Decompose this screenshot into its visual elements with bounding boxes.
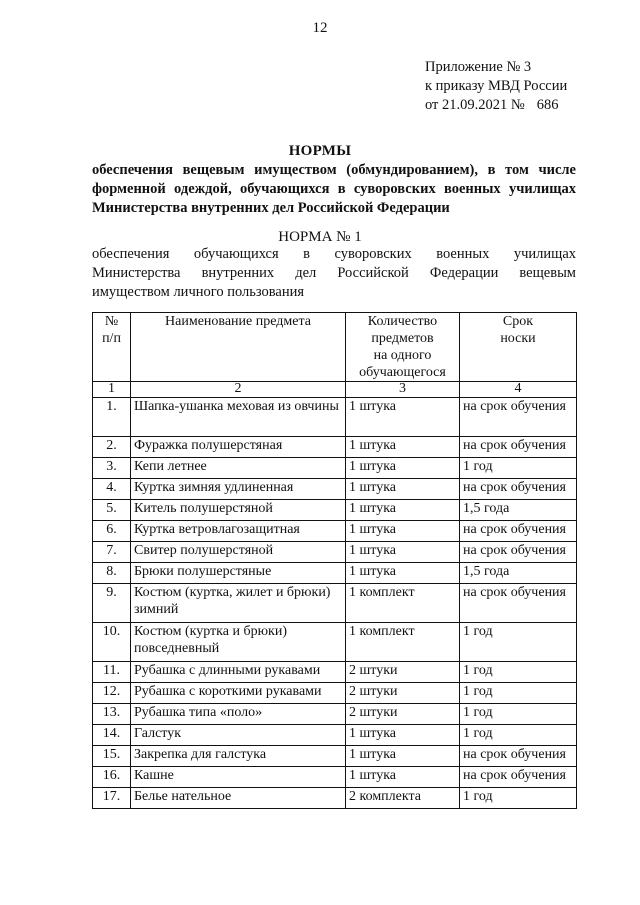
item-term: на срок обучения (460, 542, 577, 563)
table-row (93, 542, 577, 563)
item-term: на срок обучения (460, 479, 577, 500)
item-term: на срок обучения (460, 521, 577, 542)
table-body (93, 398, 577, 809)
row-number: 3. (93, 458, 131, 479)
document-subtitle (92, 161, 576, 218)
item-name: Рубашка типа «поло» (131, 704, 346, 725)
table-row (93, 788, 577, 809)
column-index: 2 (131, 382, 346, 398)
item-quantity: 1 штука (346, 479, 460, 500)
item-quantity: 1 штука (346, 458, 460, 479)
item-term: 1,5 года (460, 500, 577, 521)
item-name: Свитер полушерстяной (131, 542, 346, 563)
item-name: Галстук (131, 725, 346, 746)
subtitle-line: форменной одеждой, обучающихся в суворовских военных училищах (92, 181, 576, 197)
item-quantity: 2 штуки (346, 683, 460, 704)
description-line: Министерства внутренних дел Российской Федерации вещевым (92, 265, 576, 281)
appendix-line-2: к приказу МВД России (425, 78, 568, 94)
row-number: 14. (93, 725, 131, 746)
row-number: 1. (93, 398, 131, 437)
row-number: 6. (93, 521, 131, 542)
item-term: 1 год (460, 458, 577, 479)
appendix-line-3 (425, 96, 567, 115)
item-quantity: 1 штука (346, 767, 460, 788)
row-number: 17. (93, 788, 131, 809)
item-quantity: 2 штуки (346, 704, 460, 725)
item-quantity: 1 штука (346, 746, 460, 767)
item-name: Рубашка с короткими рукавами (131, 683, 346, 704)
item-quantity: 1 штука (346, 521, 460, 542)
subtitle-line: обеспечения вещевым имуществом (обмундированием), в том числе (92, 162, 576, 178)
table-row (93, 704, 577, 725)
item-name: Кашне (131, 767, 346, 788)
item-term: 1,5 года (460, 563, 577, 584)
item-name: Куртка зимняя удлиненная (131, 479, 346, 500)
item-name: Закрепка для галстука (131, 746, 346, 767)
header-num (93, 313, 131, 382)
item-name: Костюм (куртка и брюки) повседневный (131, 623, 346, 662)
row-number: 7. (93, 542, 131, 563)
row-number: 4. (93, 479, 131, 500)
item-term: на срок обучения (460, 767, 577, 788)
row-number: 10. (93, 623, 131, 662)
header-qty (346, 313, 460, 382)
column-index: 1 (93, 382, 131, 398)
item-quantity: 1 штука (346, 500, 460, 521)
item-name: Белье нательное (131, 788, 346, 809)
item-term: 1 год (460, 662, 577, 683)
item-name: Кепи летнее (131, 458, 346, 479)
row-number: 9. (93, 584, 131, 623)
item-term: 1 год (460, 683, 577, 704)
table-row (93, 521, 577, 542)
item-term: на срок обучения (460, 437, 577, 458)
row-number: 12. (93, 683, 131, 704)
item-name: Китель полушерстяной (131, 500, 346, 521)
column-index: 3 (346, 382, 460, 398)
table-row (93, 398, 577, 437)
row-number: 16. (93, 767, 131, 788)
appendix-line-1: Приложение № 3 (425, 59, 532, 75)
item-quantity: 1 штука (346, 542, 460, 563)
norms-table (92, 312, 577, 809)
item-term: 1 год (460, 704, 577, 725)
subtitle-line: Министерства внутренних дел Российской Федерации (92, 200, 450, 216)
norma-description (92, 245, 576, 302)
header-name (131, 313, 346, 382)
header-qty-text: Количество предметов на одного обучающегося (359, 314, 446, 380)
item-term: на срок обучения (460, 398, 577, 437)
header-term-text: Срок носки (500, 314, 536, 346)
item-quantity: 2 штуки (346, 662, 460, 683)
document-title: НОРМЫ (288, 143, 352, 159)
table-row (93, 662, 577, 683)
table-row (93, 683, 577, 704)
item-name: Рубашка с длинными рукавами (131, 662, 346, 683)
item-name: Брюки полушерстяные (131, 563, 346, 584)
row-number: 8. (93, 563, 131, 584)
table-row (93, 458, 577, 479)
item-quantity: 1 штука (346, 725, 460, 746)
column-index-row (93, 382, 577, 398)
header-term (460, 313, 577, 382)
row-number: 11. (93, 662, 131, 683)
table-row (93, 584, 577, 623)
table-row (93, 437, 577, 458)
item-quantity: 1 штука (346, 398, 460, 437)
page-number: 12 (312, 20, 328, 36)
table-row (93, 767, 577, 788)
order-number: 686 (536, 97, 559, 113)
norma-heading: НОРМА № 1 (278, 229, 362, 245)
item-name: Костюм (куртка, жилет и брюки) зимний (131, 584, 346, 623)
item-quantity: 2 комплекта (346, 788, 460, 809)
item-term: 1 год (460, 788, 577, 809)
column-index: 4 (460, 382, 577, 398)
table-header-row (93, 313, 577, 382)
table-row (93, 746, 577, 767)
item-quantity: 1 штука (346, 563, 460, 584)
item-name: Куртка ветровлагозащитная (131, 521, 346, 542)
item-quantity: 1 комплект (346, 584, 460, 623)
item-quantity: 1 комплект (346, 623, 460, 662)
description-line: имуществом личного пользования (92, 284, 305, 300)
table-row (93, 563, 577, 584)
row-number: 5. (93, 500, 131, 521)
description-line: обеспечения обучающихся в суворовских военных училищах (92, 246, 576, 262)
table-row (93, 500, 577, 521)
item-name: Фуражка полушерстяная (131, 437, 346, 458)
table-row (93, 725, 577, 746)
table-row (93, 623, 577, 662)
row-number: 15. (93, 746, 131, 767)
row-number: 13. (93, 704, 131, 725)
table-row (93, 479, 577, 500)
header-num-text: № п/п (102, 314, 121, 346)
item-term: 1 год (460, 725, 577, 746)
item-term: на срок обучения (460, 746, 577, 767)
appendix-date: от 21.09.2021 № (425, 97, 525, 113)
item-term: на срок обучения (460, 584, 577, 623)
header-name-text: Наименование предмета (165, 314, 311, 329)
item-term: 1 год (460, 623, 577, 662)
row-number: 2. (93, 437, 131, 458)
appendix-block (425, 58, 567, 115)
item-quantity: 1 штука (346, 437, 460, 458)
item-name: Шапка-ушанка меховая из овчины (131, 398, 346, 437)
